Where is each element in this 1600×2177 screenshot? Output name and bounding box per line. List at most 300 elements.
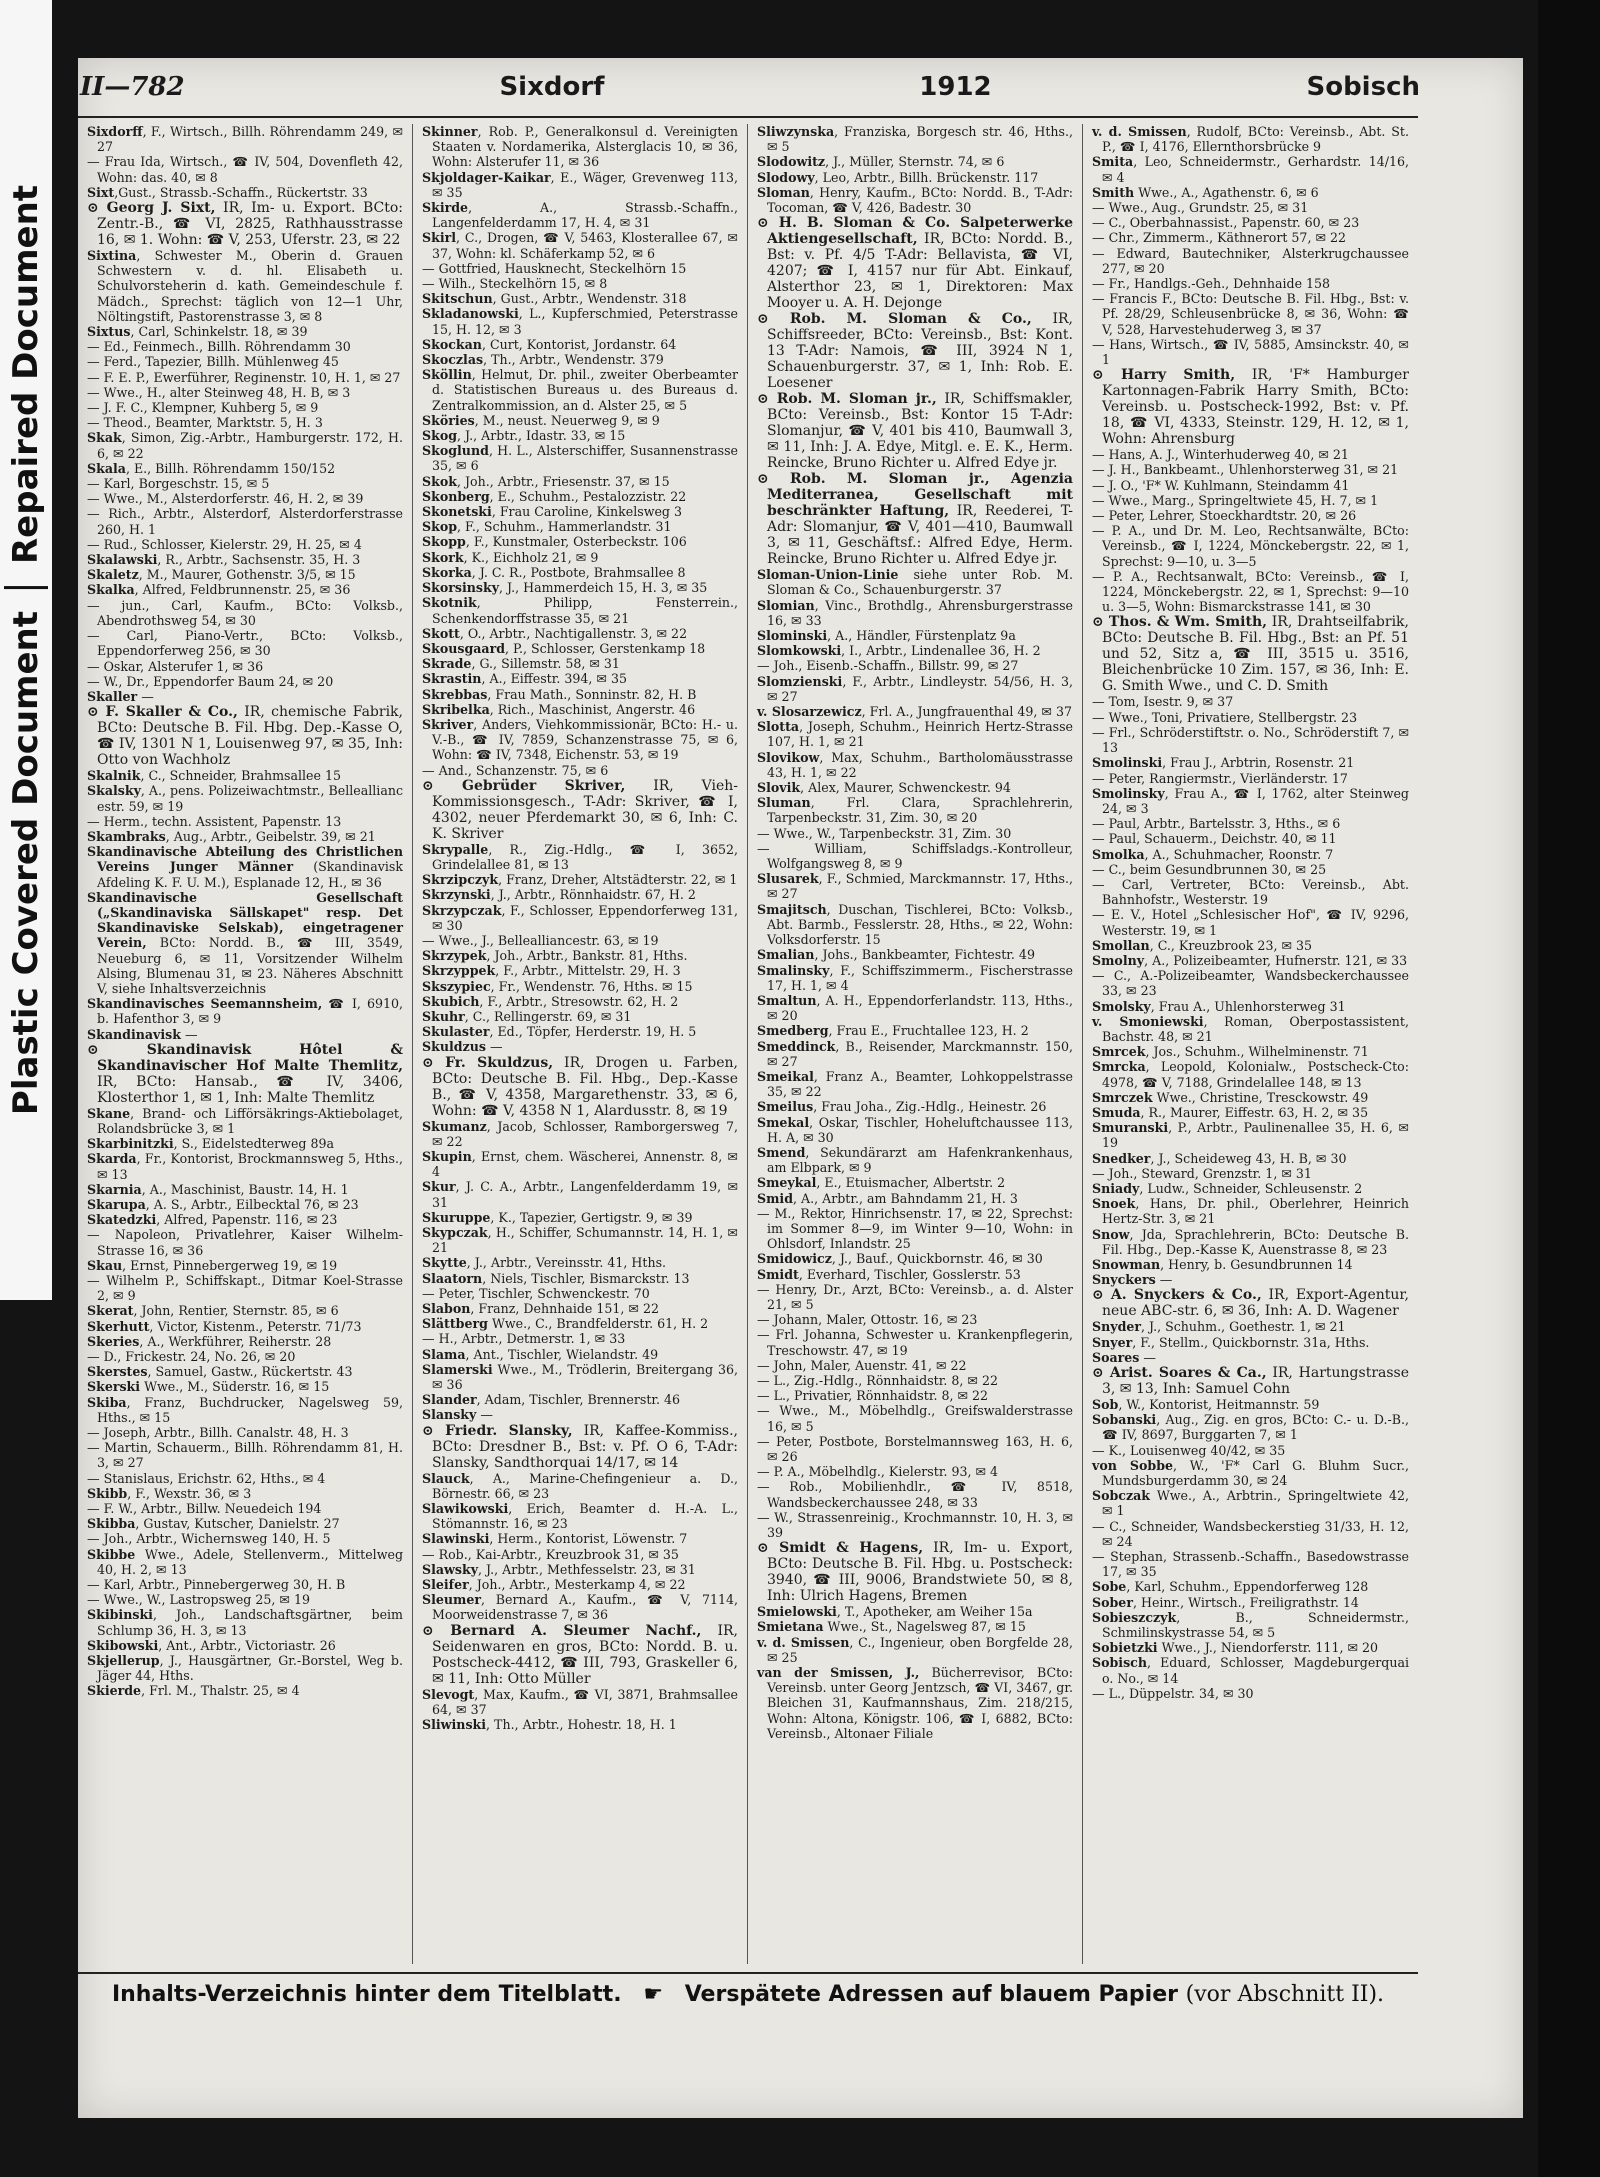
directory-entry (422, 1331, 738, 1346)
entry-details: IR, Drahtseilfabrik, BCto: Deutsche B. Fil. Hbg., Bst: an Pf. 51 und 52, Sitz a, ☎ III, 3515 u. 3516, Bleichenbrücke 10 Zim. 157, ✉ 36, Inh: E. G. Smith Wwe., und C. D. Smith (1102, 614, 1409, 695)
directory-entry (1092, 831, 1409, 846)
entry-details: — Stephan, Strassenb.-Schaffn., Basedowstrasse 17, ✉ 35 (1092, 1549, 1409, 1580)
directory-entry (422, 428, 738, 443)
entry-details: IR, Hartungstrasse 3, ✉ 13, Inh: Samuel Cohn (1102, 1365, 1410, 1398)
entry-details: — Francis F., BCto: Deutsche B. Fil. Hbg., Bst: v. Pf. 28/29, Schleusenbrücke 8, ✉ 36, Wohn: ☎ V, 528, Harvestehuderweg 3, ✉ 37 (1092, 291, 1409, 337)
entry-details: — Paul, Schauerm., Deichstr. 40, ✉ 11 (1092, 831, 1337, 847)
entry-name: Snyer (1092, 1334, 1133, 1350)
directory-entry (1092, 1549, 1409, 1579)
entry-name: Skirl (422, 230, 457, 246)
entry-details: , Ed., Töpfer, Herderstr. 19, H. 5 (489, 1024, 697, 1040)
entry-name: Skandinavische Gesellschaft („Skandinaviska Sällskapet" resp. Det Skandinaviske Selskab), eingetragener Verein, (87, 889, 403, 951)
column-2 (413, 124, 748, 1964)
entry-details: — M., Rektor, Hinrichsenstr. 17, ✉ 22, Sprechst: im Sommer 8—9, im Winter 9—10, Wohn: in Ohlsdorf, Inlandstr. 25 (757, 1205, 1073, 1252)
directory-entry (1092, 1519, 1409, 1549)
entry-details: , Henry, Kaufm., BCto: Nordd. B., T-Adr: Tocoman, ☎ V, 426, Badestr. 30 (767, 184, 1073, 216)
entry-details: , C., Rellingerstr. 69, ✉ 31 (464, 1008, 632, 1024)
entry-name: Skrade (422, 656, 472, 672)
entry-details: , Frl. Clara, Sprachlehrerin, Tarpenbeckstr. 31, Zim. 30, ✉ 20 (767, 795, 1073, 826)
entry-details: , Karl, Schuhm., Eppendorferweg 128 (1126, 1579, 1369, 1595)
directory-entry (757, 1175, 1073, 1190)
directory-entry (422, 1225, 738, 1255)
entry-details: — Karl, Arbtr., Pinnebergerweg 30, H. B (87, 1577, 346, 1593)
entry-details: — Ferd., Tapezier, Billh. Mühlenweg 45 (87, 354, 339, 370)
entry-details: , Alfred, Feldbrunnenstr. 25, ✉ 36 (134, 582, 351, 598)
entry-details: — Wwe., M., Alsterdorferstr. 46, H. 2, ✉ 39 (87, 491, 364, 507)
directory-entry (422, 1407, 738, 1422)
directory-entry (757, 598, 1073, 628)
directory-entry (87, 674, 403, 689)
directory-entry (1092, 1488, 1409, 1518)
directory-entry (1092, 230, 1409, 245)
entry-name: Skousgaard (422, 640, 506, 656)
entry-details: — Karl, Borgeschstr. 15, ✉ 5 (87, 476, 270, 492)
directory-entry (422, 842, 738, 872)
entry-details: , Frau Joha., Zig.-Hdlg., Heinestr. 26 (813, 1099, 1047, 1115)
entry-name: Slomian (757, 597, 815, 613)
entry-details: , Anders, Viehkommissionär, BCto: H.- u. V.-B., ☎ IV, 7859, Schanzenstrasse 75, ✉ 6, Wohn: ☎ IV, 7348, Eichenstr. 53, ✉ 19 (432, 716, 738, 763)
entry-details: , T., Apotheker, am Weiher 15a (836, 1604, 1033, 1620)
entry-name: Slansky (422, 1407, 477, 1423)
entry-details: , E., Billh. Röhrendamm 150/152 (125, 460, 336, 476)
entry-details: Wwe., Christine, Tresckowstr. 49 (1152, 1089, 1369, 1105)
directory-entry (422, 413, 738, 428)
entry-details: , M., Maurer, Gothenstr. 3/5, ✉ 15 (138, 567, 356, 583)
entry-details: Wwe., M., Süderstr. 16, ✉ 15 (140, 1379, 330, 1395)
directory-entry (422, 534, 738, 549)
entry-details: — Stanislaus, Erichstr. 62, Hths., ✉ 4 (87, 1470, 326, 1486)
directory-entry (422, 778, 738, 842)
entry-name: Slusarek (757, 871, 819, 887)
entry-details: , Frau Math., Sonninstr. 82, H. B (487, 686, 697, 702)
entry-name: Sixdorff (87, 124, 143, 139)
directory-entry (87, 1364, 403, 1379)
entry-details: — Joh., Arbtr., Wichernsweg 140, H. 5 (87, 1531, 331, 1547)
pointing-hand-icon: ☛ (643, 1982, 664, 2007)
entry-details: Wwe., A., Agathenstr. 6, ✉ 6 (1134, 184, 1319, 200)
entry-details: — C., beim Gesundbrunnen 30, ✉ 25 (1092, 861, 1327, 877)
entry-name: Skoglund (422, 443, 489, 459)
entry-name: Sixt (87, 184, 115, 200)
directory-entry (422, 489, 738, 504)
entry-name: Slovikow (757, 749, 820, 765)
entry-details: — Joseph, Arbtr., Billh. Canalstr. 48, H. 3 (87, 1425, 349, 1441)
entry-details: , H., Schiffer, Schumannstr. 14, H. 1, ✉ 21 (432, 1225, 738, 1256)
entry-name: Sliwinski (422, 1717, 487, 1733)
directory-entry (87, 385, 403, 400)
directory-entry (757, 1191, 1073, 1206)
directory-entry (757, 1312, 1073, 1327)
header-rule (78, 116, 1418, 118)
entry-details: , Adam, Tischler, Brennerstr. 46 (476, 1392, 681, 1408)
entry-details: , J., Hammerdeich 15, H. 3, ✉ 35 (499, 580, 708, 596)
entry-details: — Carl, Vertreter, BCto: Vereinsb., Abt. Bahnhofstr., Westerstr. 19 (1092, 876, 1409, 908)
entry-details: , Leopold, Kolonialw., Postscheck-Cto: 4978, ☎ V, 7188, Grindelallee 148, ✉ 13 (1102, 1059, 1409, 1090)
entry-name: Sloman (757, 184, 810, 200)
entry-details: — And., Schanzenstr. 75, ✉ 6 (422, 762, 609, 778)
directory-entry (1092, 569, 1409, 615)
entry-name: Smidt (757, 1266, 799, 1282)
directory-entry (87, 1638, 403, 1653)
entry-details: , Schwester M., Oberin d. Grauen Schwestern v. d. hl. Elisabeth u. Schulvorsteherin d. kath. Gemeindeschule f. Mädch., Sprechst: täglich von 12—1 Uhr, Nöltingstift, Pastorenstrasse 3, ✉ 8 (97, 248, 403, 324)
entry-name: Smuranski (1092, 1120, 1169, 1136)
entry-details: , Leo, Arbtr., Billh. Brückenstr. 117 (814, 169, 1039, 185)
entry-name: Slaatorn (422, 1270, 483, 1286)
directory-entry (87, 1303, 403, 1318)
directory-entry (1092, 1090, 1409, 1105)
directory-entry (87, 1577, 403, 1592)
entry-details: — Napoleon, Privatlehrer, Kaiser Wilhelm-Strasse 16, ✉ 36 (87, 1227, 403, 1258)
entry-name: Slomkowski (757, 643, 842, 659)
entry-details: , Alex, Maurer, Schwenckestr. 94 (800, 780, 1011, 796)
entry-details: — Rich., Arbtr., Alsterdorf, Alsterdorferstrasse 260, H. 1 (87, 506, 403, 537)
header-left-word: Sixdorf (499, 72, 605, 102)
entry-name: Snowman (1092, 1257, 1161, 1272)
entry-name: v. d. Smissen (757, 1634, 850, 1650)
entry-details: , M., neust. Neuerweg 9, ✉ 9 (474, 412, 660, 428)
entry-name: Skriver (422, 716, 474, 732)
entry-details: IR, Vieh-Kommissionsgesch., T-Adr: Skriver, ☎ I, 4302, neuer Pferdemarkt 30, ✉ 6, Inh: C. K. Skriver (432, 777, 738, 842)
directory-entry (422, 1024, 738, 1039)
directory-entry (87, 689, 403, 704)
entry-details: — Henry, Dr., Arzt, BCto: Vereinsb., a. d. Alster 21, ✉ 5 (757, 1281, 1073, 1312)
entry-name: Snyckers (1092, 1272, 1156, 1288)
entry-name: Smrczek (1092, 1089, 1153, 1105)
directory-entry (757, 311, 1073, 391)
entry-details: , F., Arbtr., Lindleystr. 54/56, H. 3, ✉ 27 (767, 673, 1073, 704)
entry-name: Skibowski (87, 1637, 159, 1653)
directory-entry (1092, 710, 1409, 725)
entry-name: Skorsinsky (422, 580, 500, 596)
entry-name: Slabon (422, 1301, 471, 1317)
entry-details: — J. H., Bankbeamt., Uhlenhorsterweg 31, ✉ 21 (1092, 462, 1399, 478)
entry-details: , Frau Caroline, Kinkelsweg 3 (491, 504, 683, 520)
directory-entry (1092, 508, 1409, 523)
entry-name: Skalawski (87, 552, 158, 568)
directory-entry (87, 783, 403, 813)
directory-entry (757, 871, 1073, 901)
entry-name: Snoek (1092, 1196, 1136, 1212)
directory-entry (422, 1149, 738, 1179)
entry-details: , Aug., Zig. en gros, BCto: C.- u. D.-B., ☎ IV, 8697, Burggarten 7, ✉ 1 (1102, 1412, 1409, 1443)
entry-details: , Ludw., Schneider, Schleusenstr. 2 (1139, 1180, 1363, 1196)
directory-entry (422, 1009, 738, 1024)
entry-details: , Frl. M., Thalstr. 25, ✉ 4 (141, 1683, 300, 1699)
directory-entry (757, 1069, 1073, 1099)
directory-entry (87, 185, 403, 200)
entry-name: Skytte (422, 1255, 467, 1271)
entry-details: , Hans, Dr. phil., Oberlehrer, Heinrich Hertz-Str. 3, ✉ 21 (1102, 1196, 1409, 1227)
directory-entry (87, 552, 403, 567)
entry-details: — Paul, Arbtr., Bartelsstr. 3, Hths., ✉ 6 (1092, 816, 1341, 832)
entry-name: Skrypalle (422, 841, 489, 857)
directory-entry (1092, 1272, 1409, 1287)
entry-name: Slodowy (757, 169, 815, 185)
directory-entry (422, 443, 738, 473)
entry-name: v. d. Smissen (1092, 124, 1187, 139)
entry-details: — jun., Carl, Kaufm., BCto: Volksb., Abendrothsweg 54, ✉ 30 (87, 597, 403, 628)
directory-entry (422, 1119, 738, 1149)
directory-entry (87, 1227, 403, 1257)
directory-entry (757, 658, 1073, 673)
entry-name: Slama (422, 1346, 466, 1362)
entry-details: — C., A.-Polizeibeamter, Wandsbeckerchaussee 33, ✉ 23 (1092, 968, 1409, 999)
directory-entry (1092, 447, 1409, 462)
entry-details: — Rob., Mobilienhdlr., ☎ IV, 8518, Wandsbeckerchaussee 248, ✉ 33 (757, 1479, 1073, 1510)
entry-details: , Jos., Schuhm., Wilhelminenstr. 71 (1145, 1044, 1369, 1060)
directory-entry (1092, 614, 1409, 694)
directory-entry (422, 291, 738, 306)
directory-entry (757, 1619, 1073, 1634)
entry-details: IR, Schiffsreeder, BCto: Vereinsb., Bst: Kont. 13 T-Adr: Namois, ☎ III, 3924 N 1, Schauenburgerstr. 37, ✉ 1, Inh: Rob. E. Loesener (767, 311, 1073, 392)
entry-name: Smolny (1092, 952, 1145, 968)
directory-entry (757, 1635, 1073, 1665)
directory-columns (78, 124, 1418, 1964)
entry-details: , Everhard, Tischler, Gosslerstr. 53 (798, 1266, 1021, 1282)
entry-name: ⊙ Arist. Soares & Ca., (1092, 1365, 1267, 1382)
directory-entry (757, 1023, 1073, 1038)
entry-name: ⊙ Bernard A. Sleumer Nachf., (422, 1622, 702, 1639)
entry-details: , H. L., Alsterschiffer, Susannenstrasse 35, ✉ 6 (432, 443, 738, 474)
directory-entry (87, 768, 403, 783)
entry-details: — P. A., Rechtsanwalt, BCto: Vereinsb., ☎ I, 1224, Mönckebergstr. 22, ✉ 1, Sprechst: 9—10 u. 3—5, Wohn: Bismarckstrasse 141, ✉ 30 (1092, 568, 1409, 615)
entry-name: Smeikal (757, 1068, 814, 1084)
directory-entry (87, 1486, 403, 1501)
entry-details: — Oskar, Alsterufer 1, ✉ 36 (87, 658, 264, 674)
footer-section-note: (vor Abschnitt II). (1185, 1982, 1385, 2007)
directory-entry (1092, 694, 1409, 709)
entry-name: ⊙ Harry Smith, (1092, 367, 1236, 384)
entry-name: Skandinavisches Seemannsheim, (87, 996, 323, 1012)
directory-entry (1092, 493, 1409, 508)
entry-name: Snedker (1092, 1150, 1151, 1166)
entry-name: Skerstes (87, 1364, 148, 1380)
entry-details: Wwe., J., Niendorferstr. 111, ✉ 20 (1157, 1640, 1379, 1656)
directory-entry (87, 1258, 403, 1273)
entry-name: Skur (422, 1179, 456, 1195)
entry-details: , Samuel, Gastw., Rückertstr. 43 (147, 1364, 353, 1380)
directory-entry (87, 430, 403, 460)
directory-entry (757, 391, 1073, 471)
directory-entry (1092, 771, 1409, 786)
entry-details: , A., Werkführer, Reiherstr. 28 (139, 1333, 332, 1349)
entry-name: Slättberg (422, 1316, 488, 1332)
entry-name: Skopp (422, 534, 466, 550)
entry-name: Slomzienski (757, 673, 843, 689)
entry-name: Skinner (422, 124, 478, 139)
entry-details: , F., Stellm., Quickbornstr. 31a, Hths. (1132, 1334, 1370, 1350)
entry-name: ⊙ Georg J. Sixt, (87, 200, 216, 217)
directory-entry (422, 903, 738, 933)
directory-entry (87, 154, 403, 184)
entry-name: ⊙ Rob. M. Sloman jr., Agenzia Mediterranea, Gesellschaft mit beschränkter Haftung, (757, 471, 1073, 520)
entry-details: , A., Eiffestr. 394, ✉ 35 (481, 671, 627, 687)
entry-name: Smend (757, 1144, 806, 1160)
entry-name: ⊙ Smidt & Hagens, (757, 1540, 924, 1557)
directory-entry (1092, 276, 1409, 291)
entry-details: , Frau A., ☎ I, 1762, alter Steinweg 24, ✉ 3 (1102, 785, 1409, 816)
entry-details: , J., Hausgärtner, Gr.-Borstel, Weg b. Jäger 44, Hths. (97, 1653, 403, 1684)
directory-entry (1092, 1227, 1409, 1257)
entry-details: , Carl, Schinkelstr. 18, ✉ 39 (130, 324, 308, 340)
entry-details: — E. V., Hotel „Schlesischer Hof", ☎ IV, 9296, Westerstr. 19, ✉ 1 (1092, 907, 1409, 938)
directory-entry (422, 963, 738, 978)
entry-name: Skotnik (422, 595, 477, 611)
directory-entry (422, 565, 738, 580)
entry-name: Skibinski (87, 1607, 153, 1623)
entry-name: Skupin (422, 1148, 472, 1164)
entry-name: Sobietzki (1092, 1640, 1158, 1656)
entry-details: , F., Arbtr., Mittelstr. 29, H. 3 (495, 963, 681, 979)
entry-name: ⊙ A. Snyckers & Co., (1092, 1287, 1262, 1304)
entry-details: , Niels, Tischler, Bismarckstr. 13 (482, 1270, 690, 1286)
directory-entry (422, 1717, 738, 1732)
entry-details: , G., Sillemstr. 58, ✉ 31 (471, 656, 620, 672)
entry-name: Sob (1092, 1397, 1119, 1413)
directory-entry (87, 1042, 403, 1106)
directory-entry (1092, 1655, 1409, 1685)
entry-details: , F., Wexstr. 36, ✉ 3 (127, 1485, 252, 1501)
entry-name: Skrastin (422, 671, 482, 687)
entry-details: , A., pens. Polizeiwachtmstr., Belleallianc estr. 59, ✉ 19 (97, 783, 403, 814)
entry-name: von Sobbe (1092, 1457, 1174, 1473)
entry-details: Wwe., St., Nagelsweg 87, ✉ 15 (823, 1619, 1026, 1635)
directory-entry (1092, 185, 1409, 200)
entry-name: ⊙ F. Skaller & Co., (87, 704, 238, 721)
entry-name: Skszypiec (422, 978, 491, 994)
directory-entry (87, 1212, 403, 1227)
entry-details: , Simon, Zig.-Arbtr., Hamburgerstr. 172, H. 6, ✉ 22 (97, 430, 403, 461)
entry-details: , B., Reisender, Marckmannstr. 150, ✉ 27 (767, 1038, 1073, 1069)
entry-name: Skitschun (422, 291, 493, 307)
directory-entry (422, 1271, 738, 1286)
directory-entry (1092, 1595, 1409, 1610)
entry-details: , J., Arbtr., Vereinsstr. 41, Hths. (466, 1255, 667, 1271)
entry-name: Sniady (1092, 1180, 1140, 1196)
directory-entry (1092, 1397, 1409, 1412)
entry-name: Sluman (757, 795, 811, 811)
entry-details: IR, BCto: Hansab., ☎ IV, 3406, Klosterthor 1, ✉ 1, Inh: Malte Themlitz (97, 1073, 403, 1106)
directory-entry (422, 306, 738, 336)
entry-name: Skrebbas (422, 686, 488, 702)
entry-details: — Johann, Maler, Ottostr. 16, ✉ 23 (757, 1312, 978, 1328)
directory-entry (87, 400, 403, 415)
entry-details: , Aug., Arbtr., Geibelstr. 39, ✉ 21 (165, 828, 376, 844)
entry-name: Skarnia (87, 1181, 142, 1197)
entry-name: Skibb (87, 1485, 128, 1501)
entry-details: IR, Im- u. Export, BCto: Deutsche B. Fil. Hbg. u. Postscheck: 3940, ☎ III, 9006, Brandstwiete 50, ✉ 8, Inh: Ulrich Hagens, Bremen (767, 1540, 1073, 1605)
entry-name: Skrzipczyk (422, 872, 499, 888)
entry-details: , Henry, b. Gesundbrunnen 14 (1160, 1257, 1353, 1272)
directory-entry (757, 1604, 1073, 1619)
entry-name: Smajitsch (757, 901, 827, 917)
directory-entry (1092, 124, 1409, 154)
directory-entry (757, 215, 1073, 311)
directory-entry (422, 124, 738, 170)
entry-details: , Frau J., Arbtrin, Rosenstr. 21 (1162, 755, 1355, 771)
directory-entry (87, 1547, 403, 1577)
entry-details: — L., Zig.-Hdlg., Rönnhaidstr. 8, ✉ 22 (757, 1372, 998, 1388)
directory-entry (757, 1206, 1073, 1252)
directory-entry (1092, 862, 1409, 877)
directory-entry (422, 230, 738, 260)
entry-details: — Gottfried, Hausknecht, Steckelhörn 15 (422, 260, 687, 276)
directory-entry (1092, 999, 1409, 1014)
directory-entry (87, 1379, 403, 1394)
entry-name: ⊙ Gebrüder Skriver, (422, 777, 626, 794)
entry-details: — Herm., techn. Assistent, Papenstr. 13 (87, 813, 342, 829)
entry-details: , Roman, Oberpostassistent, Bachstr. 48, ✉ 21 (1102, 1013, 1409, 1044)
entry-name: Smaltun (757, 992, 817, 1008)
entry-details: — Fr., Handlgs.-Geh., Dehnhaide 158 (1092, 276, 1331, 292)
entry-details: , Gust., Arbtr., Wendenstr. 318 (492, 291, 687, 307)
directory-entry (422, 656, 738, 671)
directory-entry (422, 550, 738, 565)
entry-details: , Rudolf, BCto: Vereinsb., Abt. St. P., ☎ I, 4176, Ellernthorsbrücke 9 (1102, 124, 1409, 155)
entry-name: Smedberg (757, 1023, 829, 1039)
directory-entry (422, 702, 738, 717)
directory-entry (422, 1423, 738, 1471)
directory-entry (757, 643, 1073, 658)
directory-entry (1092, 246, 1409, 276)
directory-entry (757, 1358, 1073, 1373)
directory-entry (1092, 1319, 1409, 1334)
entry-details: , Curt, Kontorist, Jordanstr. 64 (481, 336, 677, 352)
entry-name: Skierde (87, 1683, 142, 1699)
directory-entry (757, 1115, 1073, 1145)
entry-name: Skau (87, 1257, 123, 1273)
directory-entry (1092, 523, 1409, 569)
entry-name: Skak (87, 430, 122, 446)
directory-entry (87, 1319, 403, 1334)
directory-entry (87, 1349, 403, 1364)
entry-name: Smita (1092, 154, 1134, 170)
directory-entry (757, 567, 1073, 597)
page-footer (78, 1982, 1418, 2007)
directory-entry (87, 628, 403, 658)
directory-entry (757, 124, 1073, 154)
directory-entry (422, 1392, 738, 1407)
entry-details: — Wwe., J., Bellealliancestr. 63, ✉ 19 (422, 932, 659, 948)
entry-name: Skatedzki (87, 1212, 157, 1228)
entry-details: , J. C. A., Arbtr., Langenfelderdamm 19, ✉ 31 (432, 1179, 738, 1210)
entry-name: Slawsky (422, 1561, 479, 1577)
entry-name: Skirde (422, 200, 469, 216)
entry-details: — Wilh., Steckelhörn 15, ✉ 8 (422, 276, 608, 292)
directory-entry (87, 829, 403, 844)
entry-details: , Franz A., Beamter, Lohkoppelstrasse 35, ✉ 22 (767, 1068, 1073, 1100)
directory-entry (422, 474, 738, 489)
entry-name: Smid (757, 1190, 794, 1206)
directory-entry (757, 628, 1073, 643)
directory-entry (1092, 462, 1409, 477)
entry-details: , B., Schneidermstr., Schmilinskystrasse 54, ✉ 5 (1102, 1609, 1409, 1641)
entry-name: Skockan (422, 336, 482, 352)
directory-entry (1092, 907, 1409, 937)
entry-name: Skrzypek (422, 948, 487, 964)
header-year: 1912 (919, 72, 992, 102)
entry-name: ⊙ Thos. & Wm. Smith, (1092, 614, 1267, 631)
directory-entry (87, 567, 403, 582)
entry-name: Skonetski (422, 504, 492, 520)
directory-entry (87, 476, 403, 491)
entry-name: Skop (422, 519, 458, 535)
entry-name: Skjellerup (87, 1653, 160, 1669)
entry-details: — Carl, Piano-Vertr., BCto: Volksb., Eppendorferweg 256, ✉ 30 (87, 628, 403, 659)
directory-entry (757, 1251, 1073, 1266)
directory-entry (422, 1255, 738, 1270)
entry-details: , F., Arbtr., Stresowstr. 62, H. 2 (479, 993, 679, 1009)
